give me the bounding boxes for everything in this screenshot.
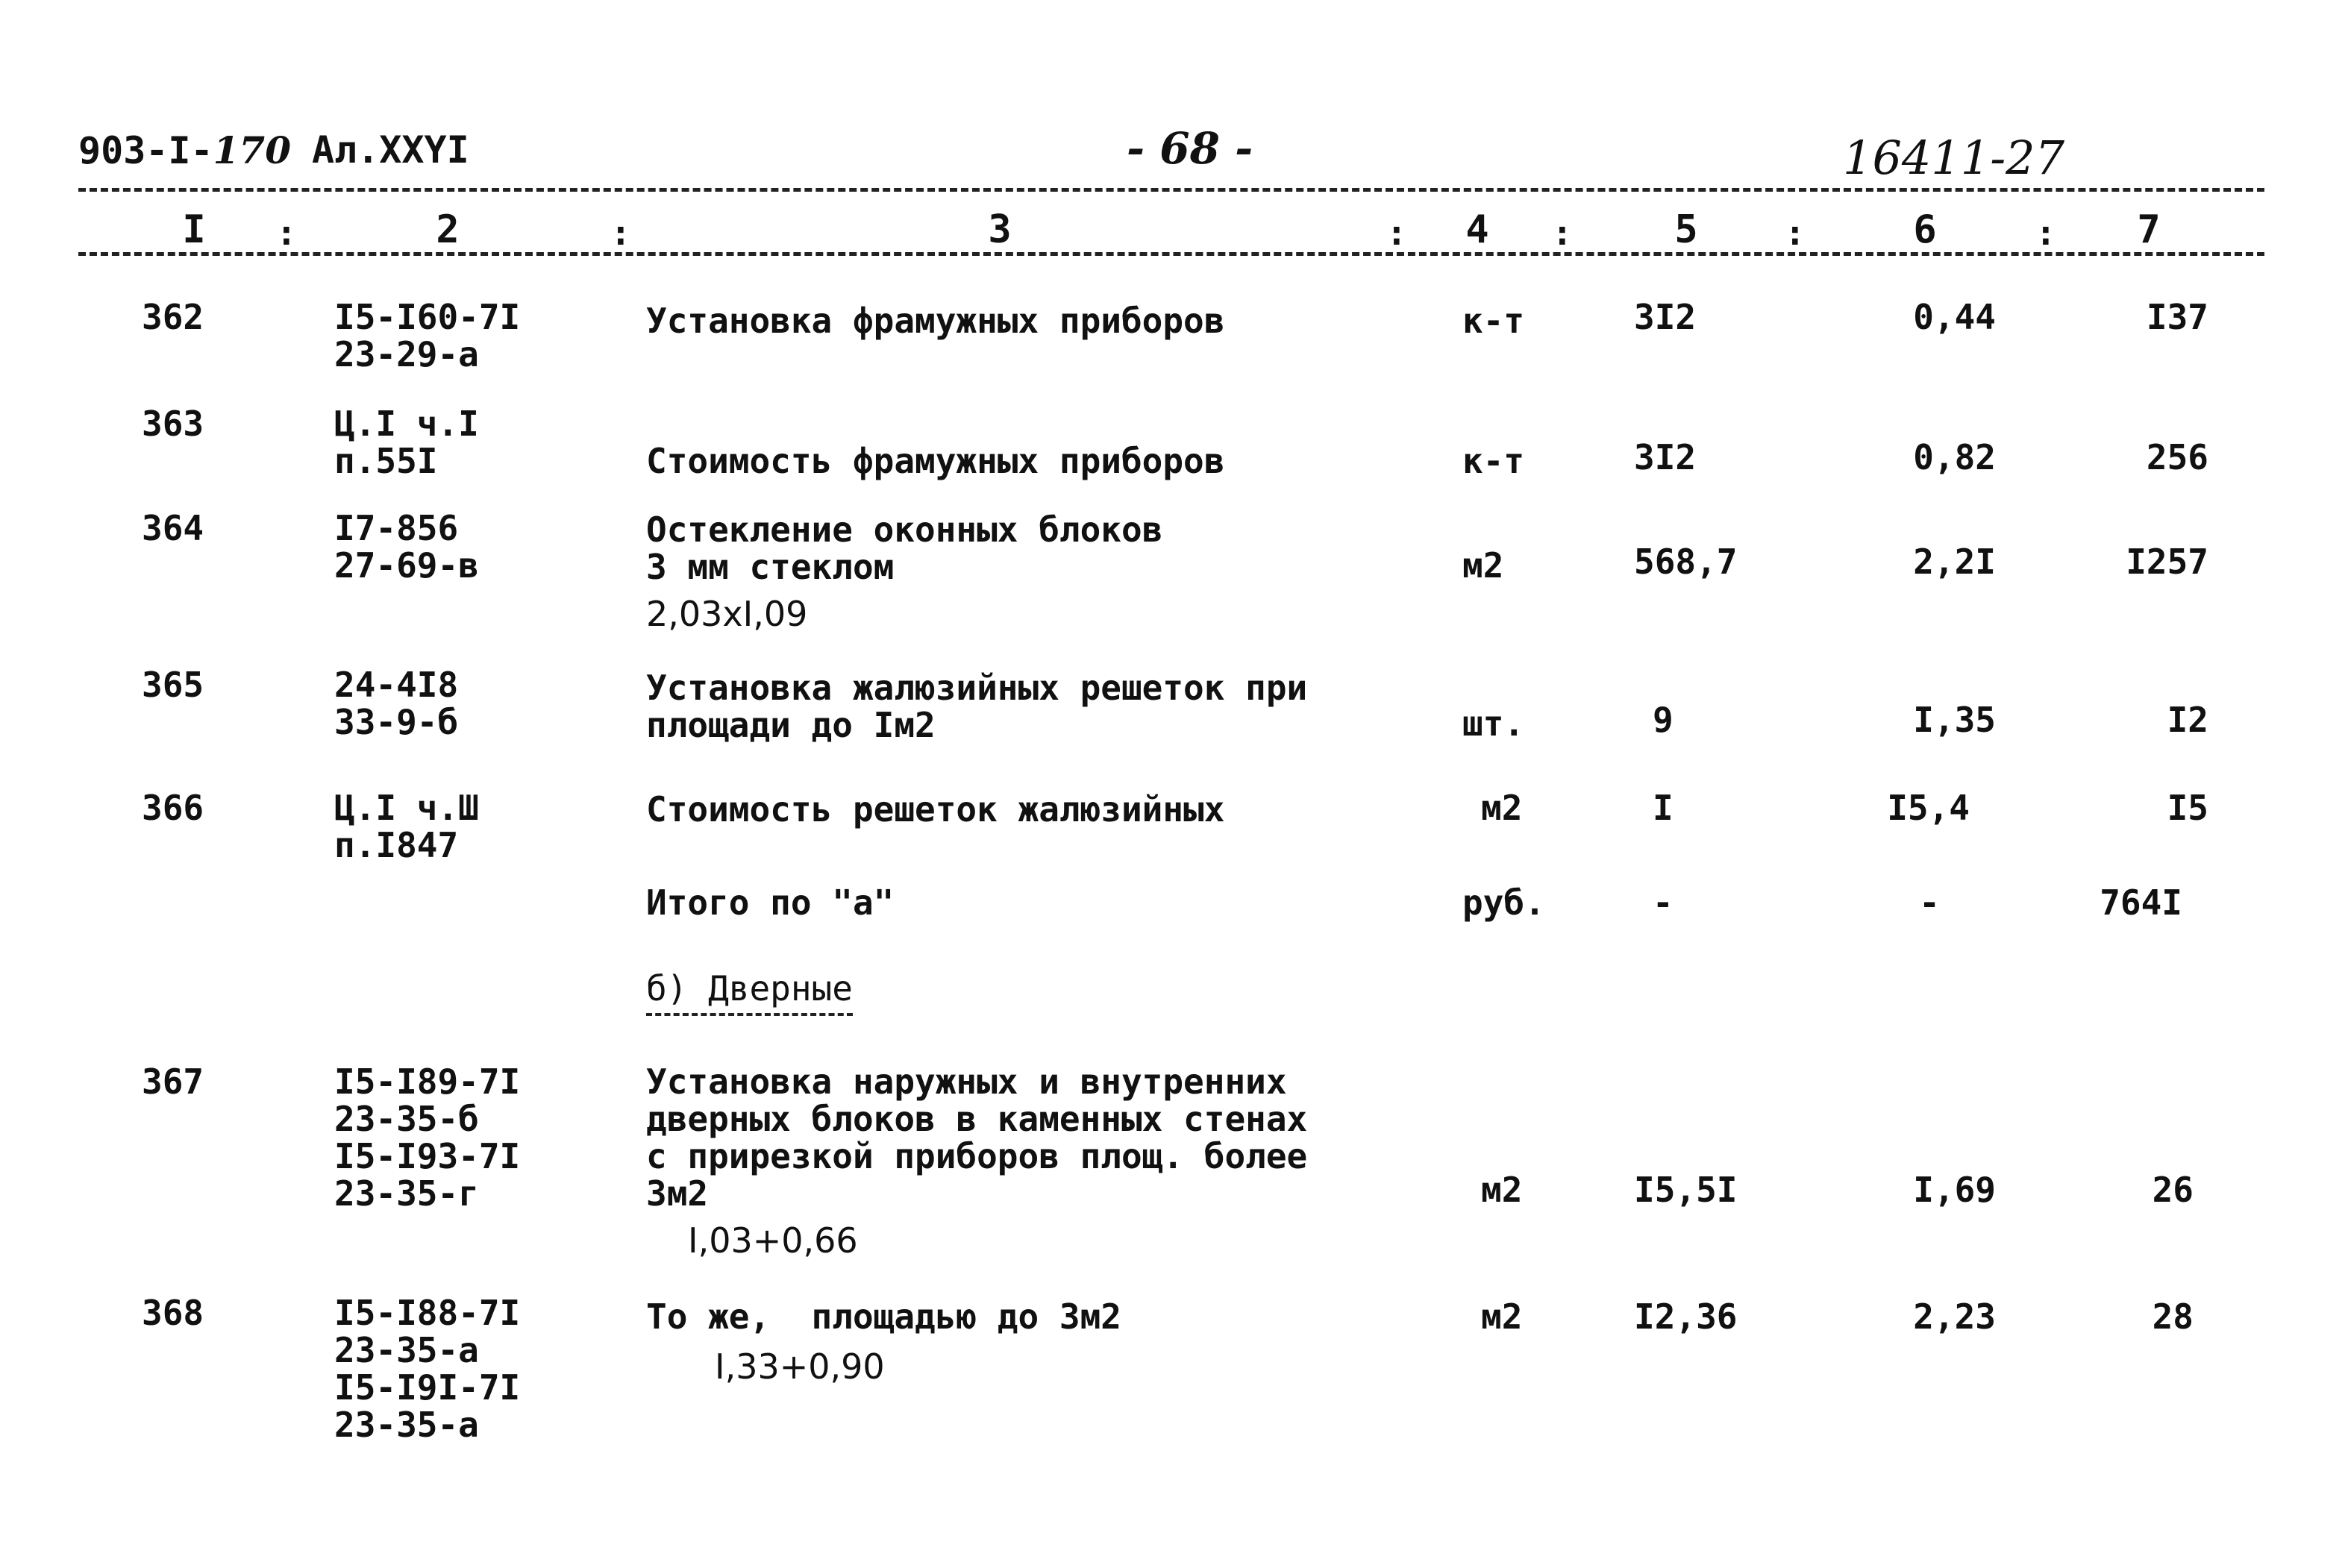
quantity: I	[1653, 788, 1674, 828]
unit: к-т	[1462, 441, 1525, 481]
subtotal-label: Итого по "а"	[646, 882, 895, 923]
row-number: 365	[142, 665, 204, 705]
row-number: 366	[142, 788, 204, 828]
unit-price: 2,23	[1913, 1296, 1996, 1337]
sheet-id: 16411-27	[1843, 131, 2065, 185]
total-cost: 256	[2146, 437, 2208, 477]
unit: к-т	[1462, 301, 1525, 341]
total-cost: 26	[2152, 1170, 2194, 1210]
unit-price: I5,4	[1887, 788, 1970, 828]
row-number: 368	[142, 1293, 204, 1333]
album-label: Ал.XXYI	[312, 128, 469, 172]
doc-code	[78, 128, 291, 172]
subtotal-value: 764I	[2100, 882, 2182, 923]
unit-price: -	[1919, 882, 1940, 923]
norm-code: I5-I9I-7I	[334, 1367, 521, 1408]
norm-codes	[334, 1294, 520, 1443]
unit-price: I,69	[1913, 1170, 1996, 1210]
column-number-1: I	[182, 207, 206, 252]
work-description	[646, 669, 1307, 744]
row-number: 362	[142, 297, 204, 337]
work-description: Стоимость фрамужных приборов	[646, 441, 1225, 481]
doc-code-printed: 903-I-	[78, 129, 213, 172]
column-number-3: 3	[988, 207, 1012, 252]
norm-code: п.I847	[334, 825, 459, 865]
norm-code: I5-I89-7I	[334, 1061, 521, 1102]
norm-code: 24-4I8	[334, 665, 459, 705]
description-line: 3м2	[646, 1173, 709, 1214]
column-header-rule	[78, 252, 2264, 256]
work-description: Стоимость решеток жалюзийных	[646, 789, 1225, 830]
norm-code: п.55I	[334, 441, 438, 481]
work-description: То же, площадью до 3м2	[646, 1296, 1121, 1337]
norm-codes	[334, 298, 520, 373]
row-number: 367	[142, 1061, 204, 1102]
work-description: Установка фрамужных приборов	[646, 301, 1225, 341]
unit: шт.	[1462, 703, 1525, 744]
calculation-note: I,03+0,66	[688, 1220, 858, 1261]
quantity: 9	[1653, 700, 1674, 740]
description-line: Установка жалюзийных решеток при	[646, 668, 1308, 708]
norm-code: 23-35-г	[334, 1173, 479, 1214]
norm-code: I5-I60-7I	[334, 297, 521, 337]
norm-code: 23-29-а	[334, 334, 479, 374]
unit: м2	[1481, 1296, 1523, 1337]
unit: руб.	[1462, 882, 1545, 923]
unit-price: I,35	[1913, 700, 1996, 740]
page-number: - 68 -	[1127, 123, 1253, 174]
description-line: с прирезкой приборов площ. более	[646, 1136, 1308, 1176]
norm-code: I5-I93-7I	[334, 1136, 521, 1176]
norm-codes	[334, 789, 479, 864]
description-line: 3 мм стеклом	[646, 547, 895, 587]
norm-codes	[334, 509, 479, 584]
norm-code: 23-35-а	[334, 1405, 479, 1445]
norm-code: Ц.I ч.I	[334, 404, 479, 444]
norm-code: Ц.I ч.Ш	[334, 788, 479, 828]
description-line: площади до Iм2	[646, 705, 936, 745]
section-heading: б) Дверные	[646, 970, 853, 1016]
unit: м2	[1462, 545, 1504, 586]
unit: м2	[1481, 1170, 1523, 1210]
row-number: 364	[142, 508, 204, 548]
quantity: 3I2	[1634, 297, 1697, 337]
unit: м2	[1481, 788, 1523, 828]
total-cost: I2	[2167, 700, 2208, 740]
norm-code: 33-9-б	[334, 702, 459, 742]
norm-code: 23-35-б	[334, 1099, 479, 1139]
work-description	[646, 1063, 1307, 1212]
total-cost: I257	[2126, 542, 2208, 582]
unit-price: 0,44	[1913, 297, 1996, 337]
norm-codes	[334, 405, 479, 480]
description-line: дверных блоков в каменных стенах	[646, 1099, 1308, 1139]
column-number-5: 5	[1674, 207, 1698, 252]
column-separator: :	[2035, 213, 2056, 253]
column-number-7: 7	[2137, 207, 2161, 252]
description-line: Установка наружных и внутренних	[646, 1061, 1287, 1102]
norm-codes	[334, 666, 458, 741]
norm-codes	[334, 1063, 520, 1212]
unit-price: 2,2I	[1913, 542, 1996, 582]
column-separator: :	[1552, 213, 1573, 253]
column-separator: :	[1785, 213, 1806, 253]
column-number-2: 2	[436, 207, 460, 252]
norm-code: I5-I88-7I	[334, 1293, 521, 1333]
calculation-note: I,33+0,90	[715, 1346, 885, 1387]
total-cost: I37	[2146, 297, 2208, 337]
quantity: 3I2	[1634, 437, 1697, 477]
top-rule	[78, 188, 2264, 192]
description-line: Остекление оконных блоков	[646, 509, 1163, 550]
unit-price: 0,82	[1913, 437, 1996, 477]
column-number-6: 6	[1913, 207, 1937, 252]
row-number: 363	[142, 404, 204, 444]
total-cost: 28	[2152, 1296, 2194, 1337]
quantity: -	[1653, 882, 1674, 923]
doc-code-handwritten: 170	[213, 128, 291, 172]
quantity: I5,5I	[1634, 1170, 1738, 1210]
norm-code: 27-69-в	[334, 545, 479, 586]
quantity: 568,7	[1634, 542, 1738, 582]
column-separator: :	[1386, 213, 1407, 253]
norm-code: 23-35-а	[334, 1330, 479, 1370]
norm-code: I7-856	[334, 508, 459, 548]
column-number-4: 4	[1465, 207, 1489, 252]
calculation-note: 2,03xI,09	[646, 594, 808, 634]
work-description	[646, 511, 1162, 586]
quantity: I2,36	[1634, 1296, 1738, 1337]
column-separator: :	[610, 213, 631, 253]
total-cost: I5	[2167, 788, 2208, 828]
column-separator: :	[276, 213, 297, 253]
